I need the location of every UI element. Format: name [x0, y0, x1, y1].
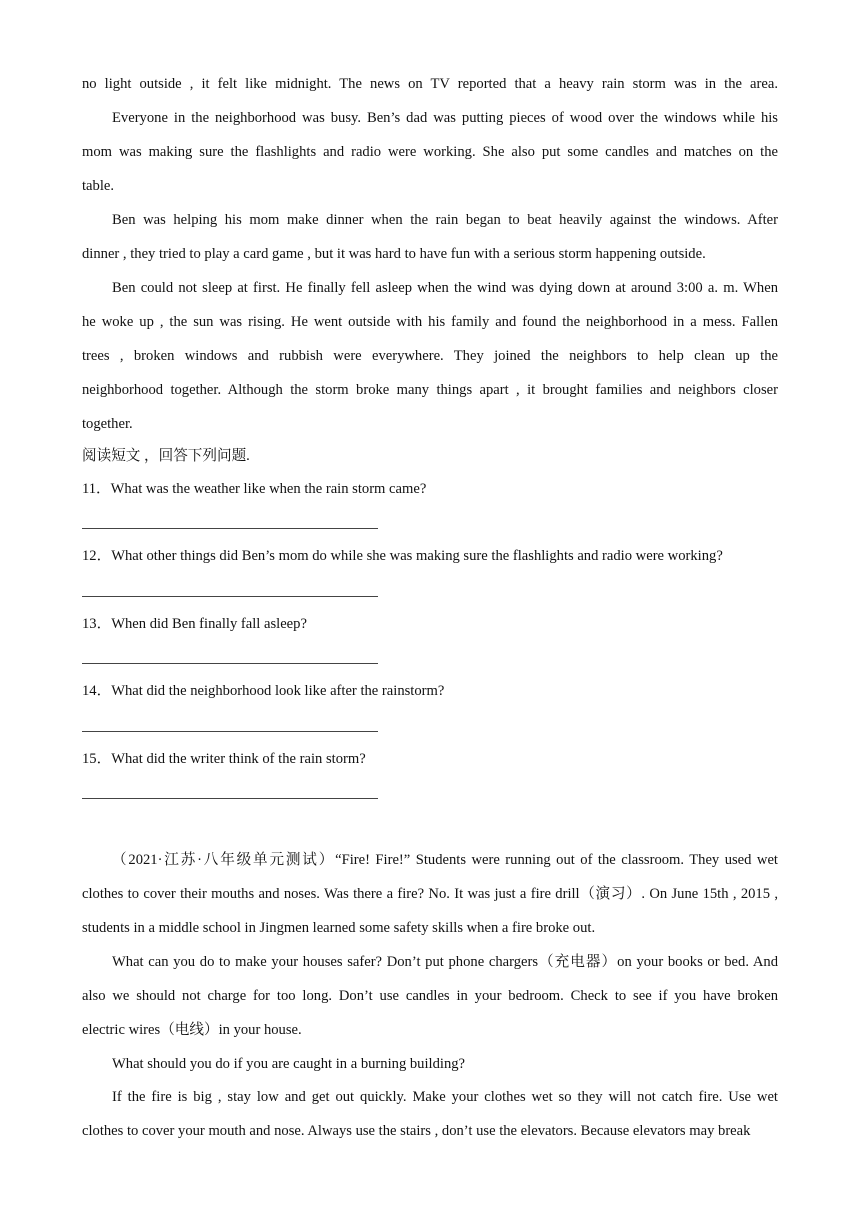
question-text: What was the weather like when the rain storm came?	[110, 481, 427, 497]
question-12	[82, 546, 778, 566]
question-15	[82, 749, 778, 769]
question-number: 15．	[82, 751, 112, 767]
question-14	[82, 681, 778, 701]
question-text: When did Ben finally fall asleep?	[111, 616, 307, 632]
passage1-line-6: dinner , they tried to play a card game , but it was hard to have fun with a serious storm happening outside.	[82, 246, 706, 262]
question-number: 12．	[82, 548, 112, 564]
passage2-line-6: electric wires（电线）in your house.	[82, 1022, 302, 1038]
passage1-line-11: together.	[82, 416, 133, 432]
passage2-line-1: （2021·江苏·八年级单元测试）“Fire! Fire!” Students were running out of the classroom. They used wet	[112, 852, 778, 868]
answer-blank-12[interactable]	[82, 596, 378, 597]
answer-blank-14[interactable]	[82, 731, 378, 732]
question-text: What other things did Ben’s mom do while she was making sure the flashlights and radio were working?	[111, 548, 723, 564]
passage1-line-4: table.	[82, 178, 115, 194]
question-number: 13．	[82, 616, 112, 632]
passage1-line-10: neighborhood together. Although the storm broke many things apart , it brought families and neighbors closer	[82, 382, 778, 398]
passage1-line-8: he woke up , the sun was rising. He went outside with his family and found the neighborhood in a mess. Fallen	[82, 314, 778, 330]
question-text: What did the writer think of the rain storm?	[111, 751, 366, 767]
passage2-line-7: What should you do if you are caught in a burning building?	[112, 1056, 466, 1072]
answer-blank-15[interactable]	[82, 798, 378, 799]
passage2-line-4: What can you do to make your houses safer? Don’t put phone chargers（充电器）on your books or bed. And	[112, 954, 778, 970]
answer-blank-13[interactable]	[82, 663, 378, 664]
instruction: 阅读短文 ，回答下列问题.	[82, 448, 250, 464]
passage2-line-9: clothes to cover your mouth and nose. Always use the stairs , don’t use the elevators. Because elevators may break	[82, 1123, 751, 1139]
passage2-line-5: also we should not charge for too long. Don’t use candles in your bedroom. Check to see if you have broken	[82, 988, 778, 1004]
question-number: 14．	[82, 683, 112, 699]
passage2-line-2: clothes to cover their mouths and noses. Was there a fire? No. It was just a fire drill（演习）. On June 15th , 2015 ,	[82, 886, 778, 902]
passage1-line-2: Everyone in the neighborhood was busy. Ben’s dad was putting pieces of wood over the windows while his	[112, 110, 778, 126]
question-text: What did the neighborhood look like after the rainstorm?	[111, 683, 445, 699]
passage2-line-8: If the fire is big , stay low and get out quickly. Make your clothes wet so they will not catch fire. Use wet	[112, 1089, 778, 1105]
passage1-line-7: Ben could not sleep at first. He finally fell asleep when the wind was dying down at around 3:00 a. m. When	[112, 280, 778, 296]
question-11	[82, 479, 778, 499]
passage2-line-3: students in a middle school in Jingmen learned some safety skills when a fire broke out.	[82, 920, 596, 936]
passage1-line-5: Ben was helping his mom make dinner when the rain began to beat heavily against the windows. After	[112, 212, 778, 228]
question-number: 11．	[82, 481, 111, 497]
passage1-line-9: trees , broken windows and rubbish were everywhere. They joined the neighbors to help clean up the	[82, 348, 778, 364]
passage1-line-1: no light outside , it felt like midnight. The news on TV reported that a heavy rain storm was in the area.	[82, 76, 778, 92]
question-13	[82, 614, 778, 634]
answer-blank-11[interactable]	[82, 528, 378, 529]
passage1-line-3: mom was making sure the flashlights and radio were working. She also put some candles and matches on the	[82, 144, 778, 160]
